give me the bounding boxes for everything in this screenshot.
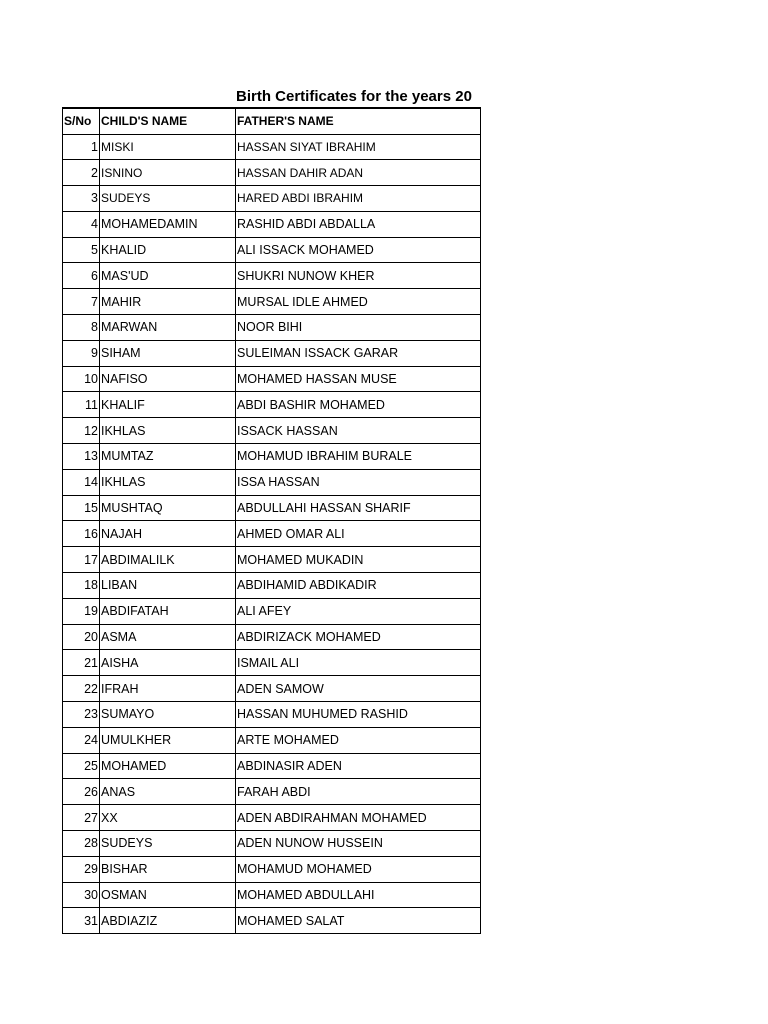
sno-cell: 3 <box>63 186 100 212</box>
table-row <box>63 289 481 315</box>
title-container <box>236 86 480 108</box>
father-name-cell: ABDIRIZACK MOHAMED <box>236 624 481 650</box>
sno-cell: 9 <box>63 340 100 366</box>
child-name-cell: ABDIFATAH <box>100 598 236 624</box>
child-name-cell: OSMAN <box>100 882 236 908</box>
table-row <box>63 727 481 753</box>
child-name-cell: LIBAN <box>100 573 236 599</box>
sno-cell: 29 <box>63 856 100 882</box>
sno-cell: 17 <box>63 547 100 573</box>
father-name-cell: ALI ISSACK MOHAMED <box>236 237 481 263</box>
child-name-cell: IFRAH <box>100 676 236 702</box>
table-row <box>63 315 481 341</box>
sno-cell: 27 <box>63 805 100 831</box>
father-name-cell: MOHAMED HASSAN MUSE <box>236 366 481 392</box>
father-name-cell: MOHAMED ABDULLAHI <box>236 882 481 908</box>
sno-cell: 23 <box>63 702 100 728</box>
father-name-cell: HARED ABDI IBRAHIM <box>236 186 481 212</box>
table-row <box>63 134 481 160</box>
header-child-name: CHILD'S NAME <box>100 108 236 134</box>
table-row <box>63 676 481 702</box>
child-name-cell: ANAS <box>100 779 236 805</box>
child-name-cell: MOHAMED <box>100 753 236 779</box>
child-name-cell: SUDEYS <box>100 186 236 212</box>
child-name-cell: AISHA <box>100 650 236 676</box>
father-name-cell: ADEN ABDIRAHMAN MOHAMED <box>236 805 481 831</box>
table-row <box>63 650 481 676</box>
table-row <box>63 702 481 728</box>
father-name-cell: MURSAL IDLE AHMED <box>236 289 481 315</box>
child-name-cell: MUSHTAQ <box>100 495 236 521</box>
sno-cell: 1 <box>63 134 100 160</box>
child-name-cell: IKHLAS <box>100 418 236 444</box>
father-name-cell: ABDI BASHIR MOHAMED <box>236 392 481 418</box>
sno-cell: 13 <box>63 444 100 470</box>
child-name-cell: BISHAR <box>100 856 236 882</box>
sno-cell: 5 <box>63 237 100 263</box>
table-row <box>63 573 481 599</box>
child-name-cell: IKHLAS <box>100 469 236 495</box>
father-name-cell: FARAH ABDI <box>236 779 481 805</box>
child-name-cell: MAHIR <box>100 289 236 315</box>
table-row <box>63 831 481 857</box>
child-name-cell: SIHAM <box>100 340 236 366</box>
father-name-cell: ALI AFEY <box>236 598 481 624</box>
table-row <box>63 160 481 186</box>
sno-cell: 22 <box>63 676 100 702</box>
sno-cell: 12 <box>63 418 100 444</box>
father-name-cell: ARTE MOHAMED <box>236 727 481 753</box>
birth-certificates-table <box>62 107 481 934</box>
child-name-cell: MISKI <box>100 134 236 160</box>
sno-cell: 19 <box>63 598 100 624</box>
child-name-cell: MOHAMEDAMIN <box>100 211 236 237</box>
father-name-cell: ISSACK HASSAN <box>236 418 481 444</box>
sno-cell: 11 <box>63 392 100 418</box>
child-name-cell: MARWAN <box>100 315 236 341</box>
sno-cell: 6 <box>63 263 100 289</box>
table-row <box>63 521 481 547</box>
father-name-cell: SULEIMAN ISSACK GARAR <box>236 340 481 366</box>
table-row <box>63 366 481 392</box>
sno-cell: 28 <box>63 831 100 857</box>
table-row <box>63 263 481 289</box>
sno-cell: 16 <box>63 521 100 547</box>
table-row <box>63 908 481 934</box>
child-name-cell: MAS'UD <box>100 263 236 289</box>
sno-cell: 18 <box>63 573 100 599</box>
table-row <box>63 211 481 237</box>
father-name-cell: MOHAMED SALAT <box>236 908 481 934</box>
table-body <box>63 134 481 934</box>
father-name-cell: ADEN SAMOW <box>236 676 481 702</box>
header-father-name: FATHER'S NAME <box>236 108 481 134</box>
sno-cell: 15 <box>63 495 100 521</box>
sno-cell: 8 <box>63 315 100 341</box>
child-name-cell: XX <box>100 805 236 831</box>
father-name-cell: NOOR BIHI <box>236 315 481 341</box>
sno-cell: 21 <box>63 650 100 676</box>
father-name-cell: ADEN NUNOW HUSSEIN <box>236 831 481 857</box>
header-row <box>63 108 481 134</box>
sno-cell: 30 <box>63 882 100 908</box>
child-name-cell: UMULKHER <box>100 727 236 753</box>
table-row <box>63 237 481 263</box>
father-name-cell: MOHAMUD IBRAHIM BURALE <box>236 444 481 470</box>
child-name-cell: KHALIF <box>100 392 236 418</box>
father-name-cell: MOHAMUD MOHAMED <box>236 856 481 882</box>
father-name-cell: HASSAN DAHIR ADAN <box>236 160 481 186</box>
father-name-cell: SHUKRI NUNOW KHER <box>236 263 481 289</box>
table-row <box>63 856 481 882</box>
table-row <box>63 392 481 418</box>
table-row <box>63 444 481 470</box>
sno-cell: 20 <box>63 624 100 650</box>
child-name-cell: MUMTAZ <box>100 444 236 470</box>
table-row <box>63 882 481 908</box>
table-row <box>63 624 481 650</box>
sno-cell: 25 <box>63 753 100 779</box>
sno-cell: 31 <box>63 908 100 934</box>
child-name-cell: ASMA <box>100 624 236 650</box>
table-row <box>63 753 481 779</box>
father-name-cell: ISMAIL ALI <box>236 650 481 676</box>
table-row <box>63 598 481 624</box>
table-row <box>63 805 481 831</box>
table-row <box>63 547 481 573</box>
child-name-cell: NAJAH <box>100 521 236 547</box>
father-name-cell: ABDULLAHI HASSAN SHARIF <box>236 495 481 521</box>
table-row <box>63 340 481 366</box>
child-name-cell: ISNINO <box>100 160 236 186</box>
table-row <box>63 469 481 495</box>
sno-cell: 7 <box>63 289 100 315</box>
father-name-cell: ABDIHAMID ABDIKADIR <box>236 573 481 599</box>
table-row <box>63 418 481 444</box>
sno-cell: 26 <box>63 779 100 805</box>
child-name-cell: NAFISO <box>100 366 236 392</box>
father-name-cell: HASSAN SIYAT IBRAHIM <box>236 134 481 160</box>
child-name-cell: SUMAYO <box>100 702 236 728</box>
child-name-cell: ABDIMALILK <box>100 547 236 573</box>
father-name-cell: MOHAMED MUKADIN <box>236 547 481 573</box>
child-name-cell: KHALID <box>100 237 236 263</box>
sheet-title: Birth Certificates for the years 20 <box>236 88 472 105</box>
sno-cell: 14 <box>63 469 100 495</box>
header-sno: S/No <box>63 108 100 134</box>
table-row <box>63 495 481 521</box>
sno-cell: 24 <box>63 727 100 753</box>
sno-cell: 4 <box>63 211 100 237</box>
table-row <box>63 779 481 805</box>
father-name-cell: RASHID ABDI ABDALLA <box>236 211 481 237</box>
child-name-cell: SUDEYS <box>100 831 236 857</box>
father-name-cell: AHMED OMAR ALI <box>236 521 481 547</box>
sno-cell: 10 <box>63 366 100 392</box>
child-name-cell: ABDIAZIZ <box>100 908 236 934</box>
sno-cell: 2 <box>63 160 100 186</box>
father-name-cell: HASSAN MUHUMED RASHID <box>236 702 481 728</box>
table-row <box>63 186 481 212</box>
father-name-cell: ISSA HASSAN <box>236 469 481 495</box>
father-name-cell: ABDINASIR ADEN <box>236 753 481 779</box>
